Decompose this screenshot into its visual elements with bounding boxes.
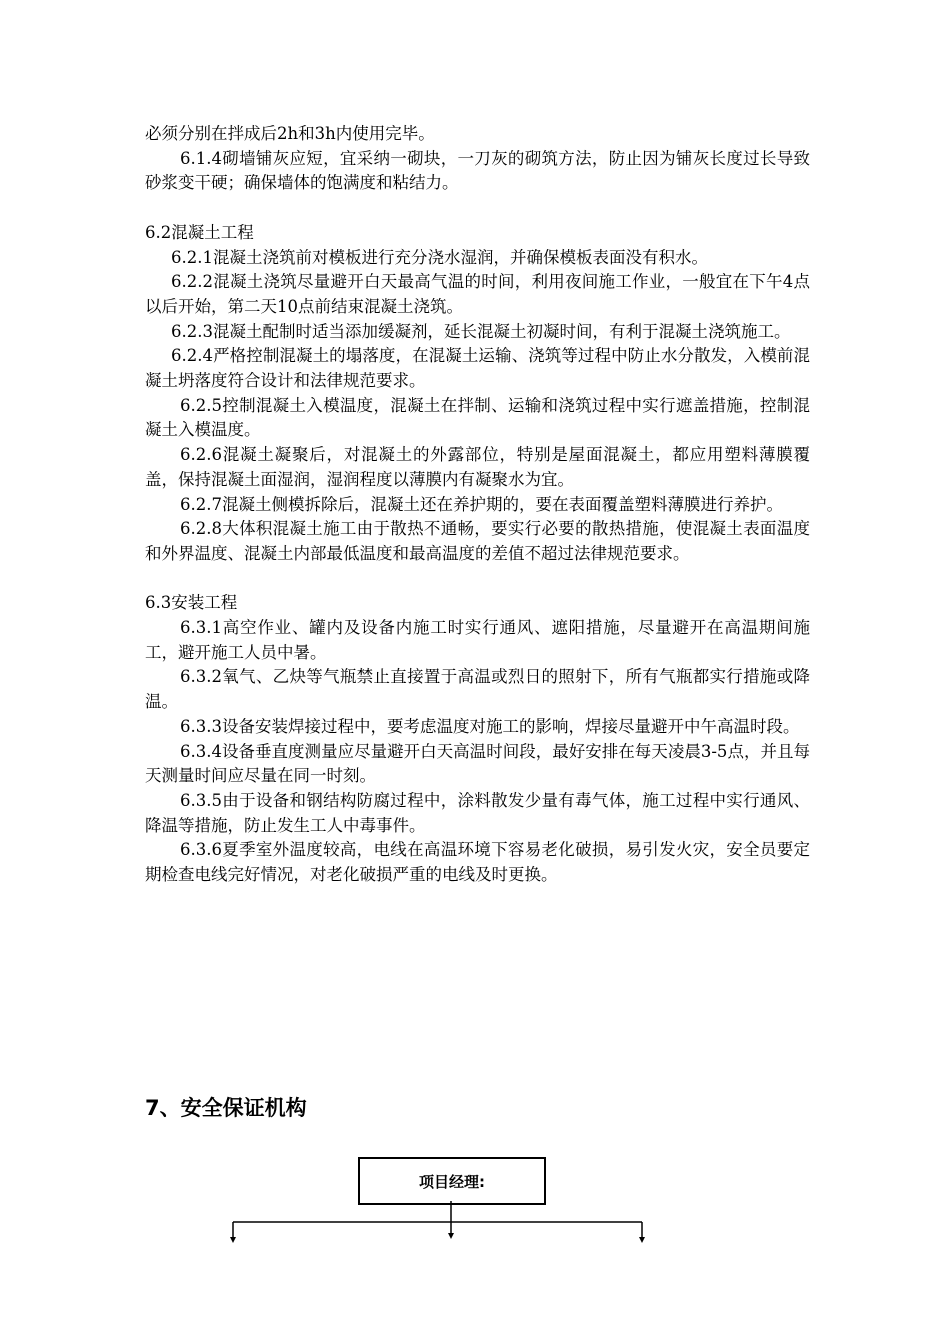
paragraph: 6.3.5由于设备和钢结构防腐过程中，涂料散发少量有毒气体，施工过程中实行通风、降温等措施，防止发生工人中毒事件。 <box>145 790 810 835</box>
paragraph: 6.2.5控制混凝土入模温度，混凝土在拌制、运输和浇筑过程中实行遮盖措施，控制混凝土入模温度。 <box>145 395 810 440</box>
org-right-arrowhead <box>639 1237 645 1243</box>
paragraph: 6.2.4严格控制混凝土的塌落度，在混凝土运输、浇筑等过程中防止水分散发，入模前混凝土坍落度符合设计和法律规范要求。 <box>145 346 810 391</box>
paragraph: 6.3.4设备垂直度测量应尽量避开白天高温时间段，最好安排在每天凌晨3-5点，并且每天测量时间应尽量在同一时刻。 <box>145 741 810 786</box>
paragraph: 6.2混凝土工程 <box>145 222 254 242</box>
paragraph: 6.3.1高空作业、罐内及设备内施工时实行通风、遮阳措施，尽量避开在高温期间施工，避开施工人员中暑。 <box>145 618 810 662</box>
paragraph: 6.3.6夏季室外温度较高，电线在高温环境下容易老化破损，易引发火灾，安全员要定期检查电线完好情况，对老化破损严重的电线及时更换。 <box>145 840 810 885</box>
paragraph: 6.2.2混凝土浇筑尽量避开白天最高气温的时间，利用夜间施工作业，一般宜在下午4点以后开始，第二天10点前结束混凝土浇筑。 <box>145 272 810 316</box>
org-center-arrowhead <box>448 1233 454 1239</box>
paragraph: 6.2.3混凝土配制时适当添加缓凝剂，延长混凝土初凝时间，有利于混凝土浇筑施工。 <box>171 321 791 341</box>
paragraph: 6.2.6混凝土凝聚后，对混凝土的外露部位，特别是屋面混凝土，都应用塑料薄膜覆盖，保持混凝土面湿润，湿润程度以薄膜内有凝聚水为宜。 <box>145 445 810 489</box>
paragraph: 6.2.8大体积混凝土施工由于散热不通畅，要实行必要的散热措施，使混凝土表面温度和外界温度、混凝土内部最低温度和最高温度的差值不超过法律规范要求。 <box>145 519 810 563</box>
paragraph: 6.2.7混凝土侧模拆除后，混凝土还在养护期的，要在表面覆盖塑料薄膜进行养护。 <box>180 494 783 514</box>
paragraph: 6.1.4砌墙铺灰应短，宜采纳一砌块，一刀灰的砌筑方法，防止因为铺灰长度过长导致砂浆变干硬；确保墙体的饱满度和粘结力。 <box>145 148 810 193</box>
paragraph: 6.3.3设备安装焊接过程中，要考虑温度对施工的影响，焊接尽量避开中午高温时段。 <box>180 716 800 736</box>
paragraph: 6.3.2氧气、乙炔等气瓶禁止直接置于高温或烈日的照射下，所有气瓶都实行措施或降温。 <box>145 667 810 712</box>
section-heading: 7、安全保证机构 <box>145 1096 307 1120</box>
paragraph: 6.2.1混凝土浇筑前对模板进行充分浇水湿润，并确保模板表面没有积水。 <box>171 247 708 267</box>
paragraph: 6.3安装工程 <box>145 593 238 613</box>
paragraph: 必须分别在拌成后2h和3h内使用完毕。 <box>145 124 435 143</box>
org-chart-top-label: 项目经理: <box>419 1172 485 1191</box>
org-left-arrowhead <box>230 1237 236 1243</box>
